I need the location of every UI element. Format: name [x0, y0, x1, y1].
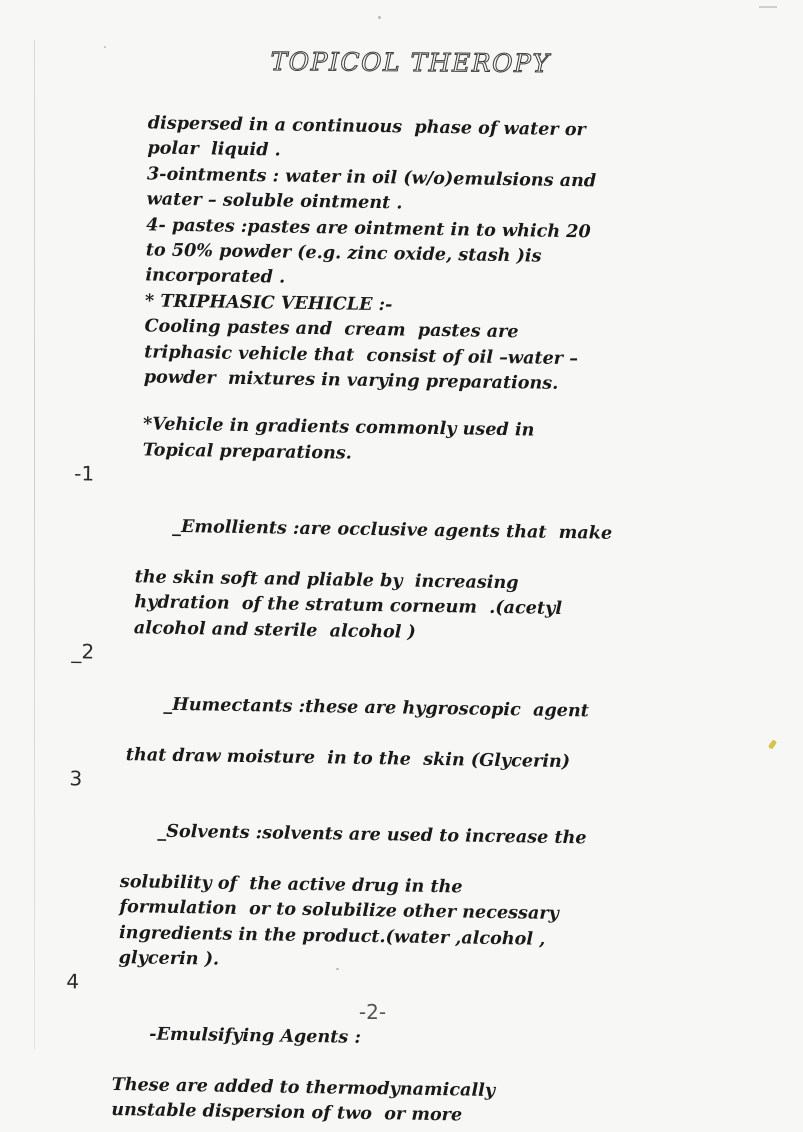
text-line: that draw moisture in to the skin (Glycerin): [125, 743, 571, 772]
text-line: polar liquid .: [147, 137, 281, 161]
section-heading: * TRIPHASIC VEHICLE :-: [144, 290, 393, 316]
list-item: [74, 461, 677, 572]
highlighter-mark: [768, 739, 777, 749]
handwritten-number: _2: [71, 639, 95, 664]
scan-mark: [759, 6, 777, 8]
text-line: _Solvents :solvents are used to increase the: [157, 820, 587, 849]
text-line: unstable dispersion of two or more: [111, 1099, 463, 1126]
list-item: [66, 969, 669, 1080]
page-number: -2-: [358, 1000, 387, 1024]
text-line: dispersed in a continuous phase of water or: [147, 112, 586, 141]
text-line: alcohol and sterile alcohol ): [133, 616, 416, 643]
list-item: [69, 766, 672, 877]
text-line: -Emulsifying Agents :: [149, 1023, 362, 1049]
document-body: [66, 110, 682, 1132]
handwritten-number: 3: [69, 766, 83, 791]
text-line: solubility of the active drug in the: [119, 870, 463, 898]
text-line: the skin soft and pliable by increasing: [134, 566, 519, 594]
text-line: to 50% powder (e.g. zinc oxide, stash )is: [145, 239, 542, 267]
page-title: TOPICOL THEROPY: [270, 47, 551, 78]
text-line: glycerin ).: [118, 947, 220, 970]
text-line: hydration of the stratum corneum .(acetyl: [134, 591, 563, 620]
text-line: Cooling pastes and cream pastes are: [144, 315, 519, 343]
handwritten-number: -1: [74, 461, 95, 486]
text-line: _Emollients :are occlusive agents that make: [172, 515, 613, 544]
text-line: These are added to thermodynamically: [111, 1073, 496, 1102]
text-line: *Vehicle in gradients commonly used in: [142, 413, 535, 441]
text-line: formulation or to solubilize other necessary: [119, 896, 559, 925]
handwritten-number: 4: [66, 969, 80, 994]
text-line: Topical preparations.: [142, 439, 353, 464]
text-line: _Humectants :these are hygroscopic agent: [163, 693, 590, 722]
text-line: triphasic vehicle that consist of oil –water –: [144, 341, 579, 369]
text-line: 3-ointments : water in oil (w/o)emulsions and: [146, 163, 597, 192]
text-line: powder mixtures in varying preparations.: [143, 366, 559, 394]
list-item: [71, 639, 674, 750]
page-edge-shadow: [34, 40, 35, 1050]
scan-speck: [378, 16, 381, 19]
text-line: 4- pastes :pastes are ointment in to which 20: [146, 214, 591, 243]
text-line: ingredients in the product.(water ,alcohol ,: [118, 921, 546, 950]
text-line: incorporated .: [145, 264, 286, 289]
text-line: water – soluble ointment .: [146, 188, 403, 214]
